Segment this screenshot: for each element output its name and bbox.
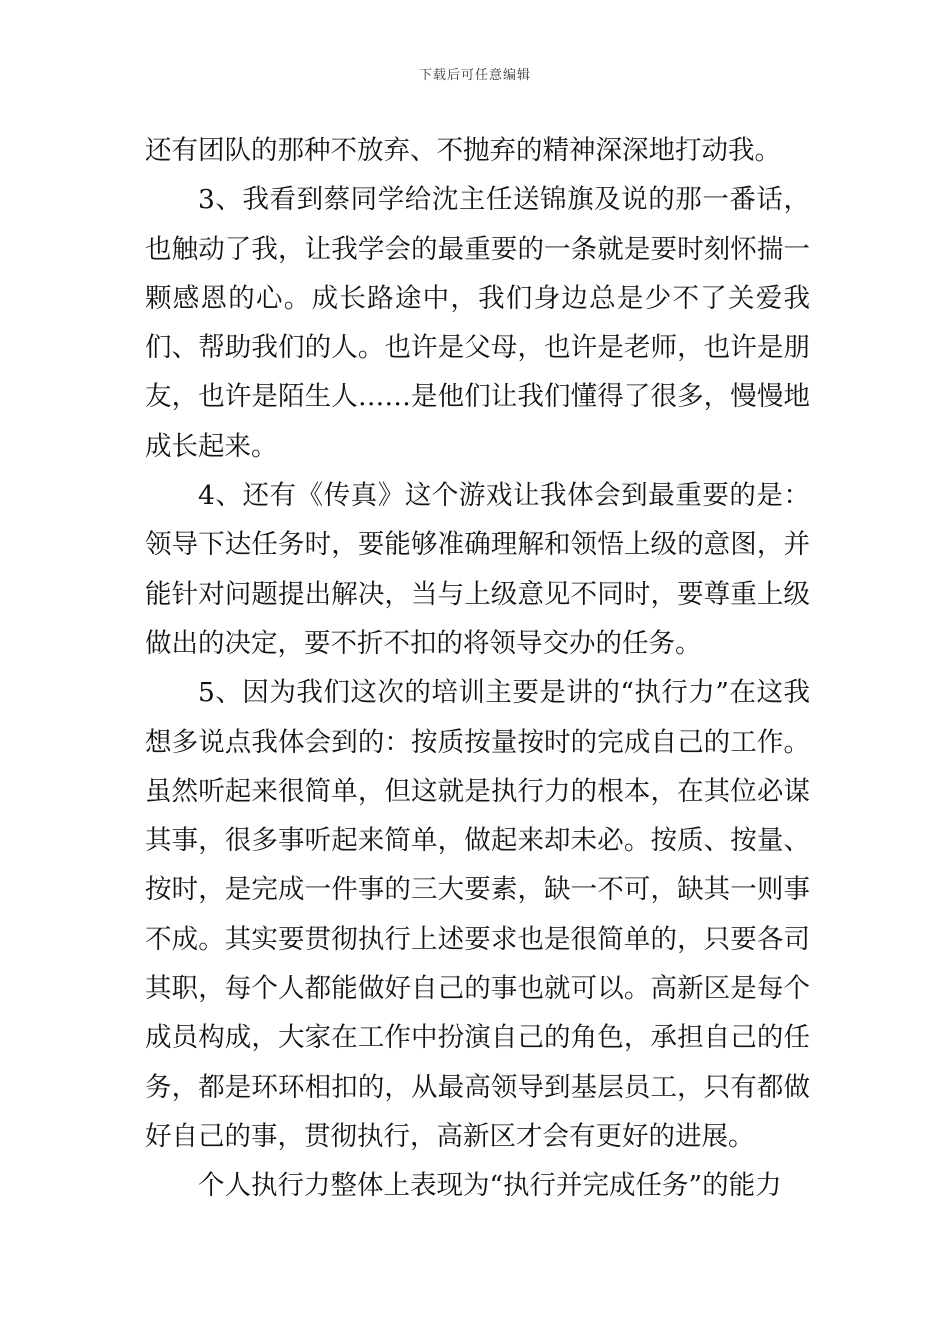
paragraph-summary: 个人执行力整体上表现为“执行并完成任务”的能力 xyxy=(198,1170,782,1202)
paragraph-item-3: 3、我看到蔡同学给沈主任送锦旗及说的那一番话，也触动了我，让我学会的最重要的一条就是要时刻怀揣一颗感恩的心。成长路途中，我们身边总是少不了关爱我们、帮助我们的人。也许是父母，也许是老师，也许是朋友，也许是陌生人……是他们让我们懂得了很多，慢慢地成长起来。 xyxy=(145,184,810,462)
document-body xyxy=(145,126,810,1211)
paragraph-continuation: 还有团队的那种不放弃、不抛弃的精神深深地打动我。 xyxy=(145,135,781,166)
paragraph-item-5: 5、因为我们这次的培训主要是讲的“执行力”在这我想多说点我体会到的：按质按量按时的完成自己的工作。虽然听起来很简单，但这就是执行力的根本，在其位必谋其事，很多事听起来简单，做起来却未必。按质、按量、按时，是完成一件事的三大要素，缺一不可，缺其一则事不成。其实要贯彻执行上述要求也是很简单的，只要各司其职，每个人都能做好自己的事也就可以。高新区是每个成员构成，大家在工作中扮演自己的角色，承担自己的任务，都是环环相扣的，从最高领导到基层员工，只有都做好自己的事，贯彻执行，高新区才会有更好的进展。 xyxy=(145,677,810,1152)
paragraph-item-4: 4、还有《传真》这个游戏让我体会到最重要的是：领导下达任务时，要能够准确理解和领悟上级的意图，并能针对问题提出解决，当与上级意见不同时，要尊重上级做出的决定，要不折不扣的将领导交办的任务。 xyxy=(145,480,810,659)
page-header: 下载后可任意编辑 xyxy=(418,68,531,83)
